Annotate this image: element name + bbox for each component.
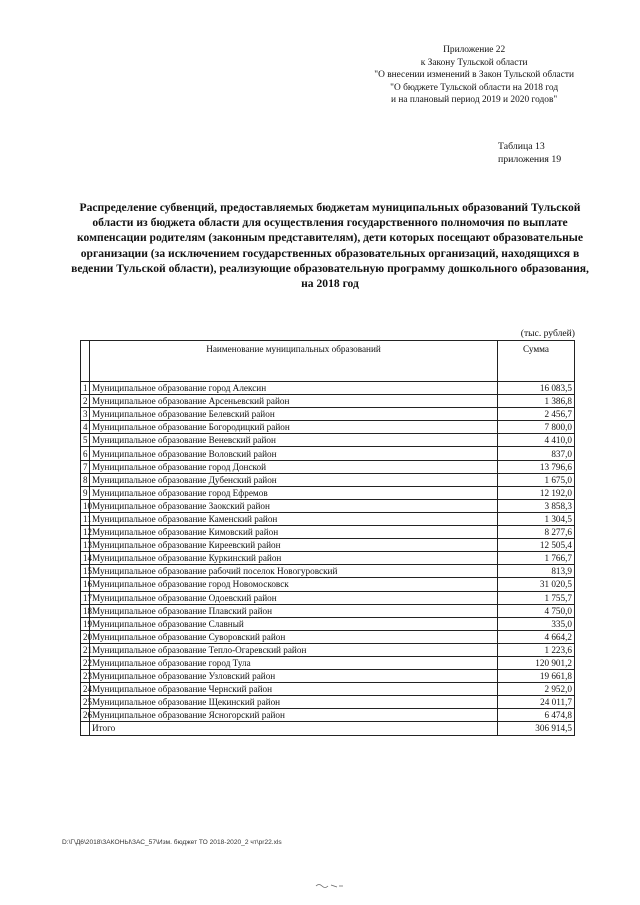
row-number: 19 (81, 617, 90, 630)
row-name: Муниципальное образование Щекинский район (90, 696, 498, 709)
row-number: 22 (81, 656, 90, 669)
table-row (81, 473, 575, 486)
row-number: 2 (81, 395, 90, 408)
document-title: Распределение субвенций, предоставляемых бюджетам муниципальных образований Тульской области из бюджета области для осуществления государственного полномочия по выплате компенсации родителям (законным представителям), дети которых посещают образовательные организации (за исключением государственных образовательных организаций, находящихся в ведении Тульской области), реализующие образовательную программу дошкольного образования, на 2018 год (71, 201, 589, 291)
row-sum: 1 223,6 (498, 643, 575, 656)
row-number: 20 (81, 630, 90, 643)
table-row (81, 578, 575, 591)
row-name: Муниципальное образование Узловский район (90, 670, 498, 683)
row-number: 6 (81, 447, 90, 460)
row-number: 10 (81, 499, 90, 512)
row-sum: 813,9 (498, 565, 575, 578)
table-row (81, 512, 575, 525)
row-name: Муниципальное образование город Донской (90, 460, 498, 473)
row-sum: 837,0 (498, 447, 575, 460)
row-sum: 7 800,0 (498, 421, 575, 434)
row-sum: 1 386,8 (498, 395, 575, 408)
table-row (81, 499, 575, 512)
table-row (81, 617, 575, 630)
table-row (81, 656, 575, 669)
handwritten-mark (315, 881, 345, 889)
table-reference (498, 140, 561, 166)
appendix-line: и на плановый период 2019 и 2020 годов" (391, 95, 558, 106)
row-number: 17 (81, 591, 90, 604)
row-sum: 335,0 (498, 617, 575, 630)
row-sum: 1 675,0 (498, 473, 575, 486)
row-name: Муниципальное образование город Тула (90, 656, 498, 669)
table-row (81, 460, 575, 473)
file-path: D:\Г\Д6\2018\ЗАКОНЫ\ЗАС_57\Изм. бюджет ТО 2018-2020_2 чт\pr22.xls (62, 839, 282, 846)
row-name: Итого (90, 722, 498, 735)
subsidy-table (80, 340, 575, 736)
table-ref-line2: приложения 19 (498, 154, 562, 165)
row-sum: 19 661,8 (498, 670, 575, 683)
row-name: Муниципальное образование Суворовский район (90, 630, 498, 643)
row-name: Муниципальное образование Дубенский район (90, 473, 498, 486)
row-number: 16 (81, 578, 90, 591)
table-row (81, 486, 575, 499)
table-row (81, 434, 575, 447)
row-sum: 120 901,2 (498, 656, 575, 669)
row-name: Муниципальное образование город Ефремов (90, 486, 498, 499)
row-number: 5 (81, 434, 90, 447)
row-number: 11 (81, 512, 90, 525)
row-number: 15 (81, 565, 90, 578)
row-name: Муниципальное образование Кимовский район (90, 526, 498, 539)
row-sum: 2 952,0 (498, 683, 575, 696)
row-sum: 24 011,7 (498, 696, 575, 709)
row-sum: 8 277,6 (498, 526, 575, 539)
row-sum: 13 796,6 (498, 460, 575, 473)
row-number: 14 (81, 552, 90, 565)
table-row (81, 565, 575, 578)
table-body (81, 382, 575, 736)
table-row (81, 539, 575, 552)
table-row (81, 670, 575, 683)
table-ref-line1: Таблица 13 (498, 141, 545, 152)
header-sum: Сумма (498, 341, 575, 382)
table-row (81, 552, 575, 565)
row-number: 9 (81, 486, 90, 499)
table-total-row (81, 722, 575, 735)
table-header-row (81, 341, 575, 382)
table-row (81, 630, 575, 643)
row-name: Муниципальное образование Богородицкий район (90, 421, 498, 434)
row-number: 13 (81, 539, 90, 552)
row-sum: 1 755,7 (498, 591, 575, 604)
appendix-header (374, 44, 574, 107)
row-name: Муниципальное образование Славный (90, 617, 498, 630)
row-sum: 2 456,7 (498, 408, 575, 421)
table-row (81, 408, 575, 421)
row-name: Муниципальное образование Воловский район (90, 447, 498, 460)
row-name: Муниципальное образование Веневский район (90, 434, 498, 447)
table-row (81, 683, 575, 696)
appendix-line: "О бюджете Тульской области на 2018 год (390, 82, 559, 93)
row-number: 26 (81, 709, 90, 722)
row-name: Муниципальное образование Арсеньевский район (90, 395, 498, 408)
row-name: Муниципальное образование Киреевский район (90, 539, 498, 552)
row-sum: 4 750,0 (498, 604, 575, 617)
row-sum: 3 858,3 (498, 499, 575, 512)
row-number: 18 (81, 604, 90, 617)
header-num (81, 341, 90, 382)
row-name: Муниципальное образование Куркинский район (90, 552, 498, 565)
row-sum: 6 474,8 (498, 709, 575, 722)
row-sum: 306 914,5 (498, 722, 575, 735)
row-number: 24 (81, 683, 90, 696)
row-sum: 12 505,4 (498, 539, 575, 552)
table-row (81, 395, 575, 408)
table-row (81, 421, 575, 434)
row-sum: 1 766,7 (498, 552, 575, 565)
row-name: Муниципальное образование Белевский район (90, 408, 498, 421)
row-number: 1 (81, 382, 90, 395)
row-sum: 16 083,5 (498, 382, 575, 395)
appendix-line: к Закону Тульской области (420, 57, 528, 68)
row-number: 21 (81, 643, 90, 656)
table-row (81, 526, 575, 539)
row-number: 8 (81, 473, 90, 486)
row-name: Муниципальное образование Одоевский район (90, 591, 498, 604)
row-name: Муниципальное образование Каменский район (90, 512, 498, 525)
row-name: Муниципальное образование Плавский район (90, 604, 498, 617)
row-name: Муниципальное образование Ясногорский район (90, 709, 498, 722)
row-name: Муниципальное образование рабочий поселок Новогуровский (90, 565, 498, 578)
appendix-line: Приложение 22 (443, 45, 506, 55)
row-number: 23 (81, 670, 90, 683)
row-sum: 12 192,0 (498, 486, 575, 499)
row-number: 4 (81, 421, 90, 434)
row-name: Муниципальное образование город Новомосковск (90, 578, 498, 591)
appendix-line: "О внесении изменений в Закон Тульской области (374, 70, 574, 81)
row-number: 12 (81, 526, 90, 539)
table-row (81, 604, 575, 617)
row-number: 3 (81, 408, 90, 421)
table-row (81, 643, 575, 656)
table-row (81, 447, 575, 460)
table-row (81, 382, 575, 395)
row-name: Муниципальное образование Чернский район (90, 683, 498, 696)
units-label: (тыс. рублей) (520, 328, 575, 339)
row-name: Муниципальное образование Заокский район (90, 499, 498, 512)
row-number: 25 (81, 696, 90, 709)
row-sum: 4 664,2 (498, 630, 575, 643)
table-row (81, 591, 575, 604)
table-row (81, 696, 575, 709)
row-sum: 31 020,5 (498, 578, 575, 591)
row-sum: 4 410,0 (498, 434, 575, 447)
row-name: Муниципальное образование город Алексин (90, 382, 498, 395)
row-name: Муниципальное образование Тепло-Огаревский район (90, 643, 498, 656)
table-row (81, 709, 575, 722)
header-name: Наименование муниципальных образований (90, 341, 498, 382)
row-number: 7 (81, 460, 90, 473)
row-number (81, 722, 90, 735)
row-sum: 1 304,5 (498, 512, 575, 525)
